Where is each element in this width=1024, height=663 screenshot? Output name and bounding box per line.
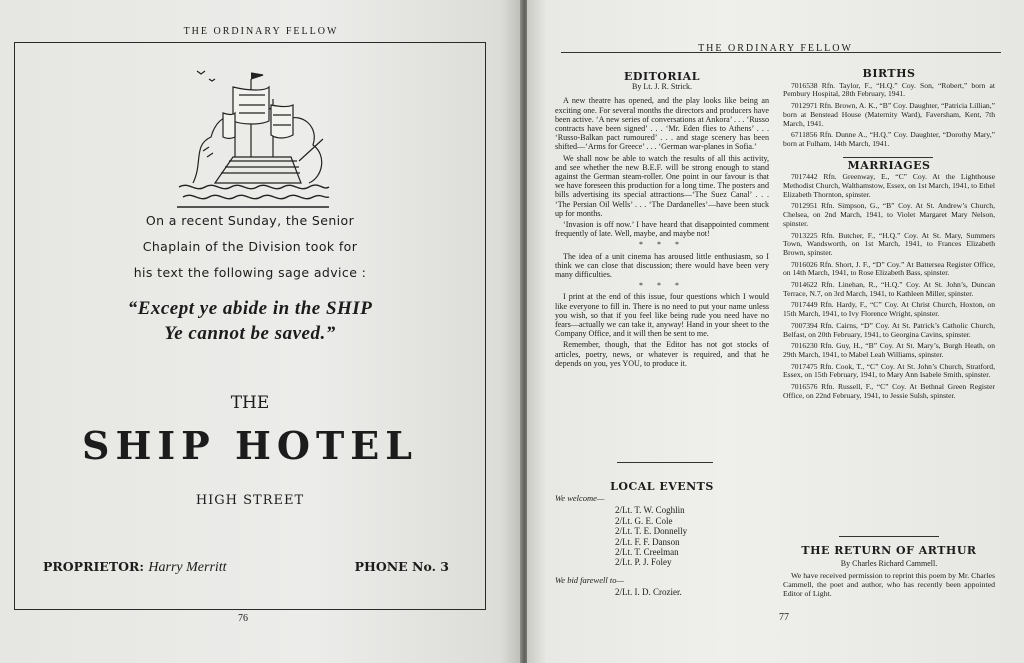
editorial-byline: By Lt. J. R. Strick. [631,82,692,92]
editorial-paragraph: ‘Invasion is off now.’ I have heard that disappointed comment frequently of late. Well, maybe, and maybe not! [555,220,769,239]
arthur-text: We have received permission to reprint this poem by Mr. Charles Cammell, the poet and author, who has recently been appointed Editor of Light. [783,571,995,598]
editorial-paragraph: I print at the end of this issue, four questions which I would like everyone to fill in. There is no need to put your name unless you wish, so that if you feel like being rude you need have no fears—actually we can take it, anyway! Hand in your sheet to the Company Office, and it will then be sent to me. [555,292,769,339]
ad-text-line-1: On a recent Sunday, the Senior [145,213,355,228]
editorial-paragraph: A new theatre has opened, and the play looks like being an exciting one. For several months the directors and producers have been active. ‘A new series of conversations at Ankora’ . . . ‘Russo contracts have been signed’ . . . ‘Mr. Eden flies to Athens’ . . . ‘Russo-Balkan pact rumoured’ . . . and stage scenery has been shifted—‘Arms for Greece’ . . . ‘German war-planes in Sofia.’ [555,96,769,152]
list-item: 2/Lt. F. F. Danson [615,536,680,547]
marriage-entry: 7012951 Rfn. Simpson, G., “B” Coy. At St. Andrew’s Church, Chelsea, on 2nd March, 1941, to Violet Margaret Mary Nelson, spinster. [783,201,995,228]
arthur-title: THE RETURN OF ARTHUR [801,544,977,557]
births-title: BIRTHS [862,67,916,80]
welcome-list [615,505,769,567]
ad-text-line-2: Chaplain of the Division took for [142,239,358,254]
marriage-entry: 7014622 Rfn. Linehan, R., “H.Q.” Coy. At St. John’s, Duncan Terrace, N.7, on 3rd March, 1941, to Kathleen Miller, spinster. [783,280,995,298]
editorial-title: EDITORIAL [624,70,700,83]
marriage-entry: 7007394 Rfn. Cairns, “D” Coy. At St. Patrick’s Catholic Church, Belfast, on 20th February, 1941, to Georgina Cavins, spinster. [783,320,995,339]
ad-quote-line-1: “Except ye abide in the SHIP [127,298,373,319]
marriage-entry: 7017475 Rfn. Cook, T., “C” Coy. At St. John’s Church, Stratford, Essex, on 15th February, 1941, to Mary Ann Isabele Smith, spinster. [783,361,995,380]
running-head: THE ORDINARY FELLOW [698,43,853,54]
birth-entry: 7012971 Rfn. Brown, A. K., “B” Coy. Daughter, “Patricia Lillian,” born at Benstead House (Maternity Ward), Faversham, Kent, 7th March, 1941. [783,101,995,128]
editorial-paragraph: We shall now be able to watch the results of all this activity, and see whether the new B.E.F. will be strong enough to stand against the German steam-roller. One point in our favour is that we have foreseen this production for a long time. The posters and bills advertising its special attractions—‘The Suez Canal’ . . . ‘The Persian Oil Wells’ . . . ‘The Dardanelles’—have been stuck up for months. [555,153,769,218]
list-item: 2/Lt. T. W. Coghlin [615,505,685,516]
page-number-left: 76 [238,613,248,624]
proprietor-label: PROPRIETOR: [43,559,145,574]
page-number-right: 77 [779,612,789,623]
list-item: 2/Lt. P. J. Foley [615,557,672,568]
list-item: 2/Lt. I. D. Crozier. [615,587,682,598]
birth-entry: 7016538 Rfn. Taylor, F., “H.Q.” Coy. Son, “Robert,” born at Pembury Hospital, 28th February, 1941. [783,80,995,99]
ad-the: THE [230,393,270,413]
ad-phone: PHONE No. 3 [354,559,449,574]
divider-rule [617,462,713,463]
ad-text-line-3: his text the following sage advice : [133,265,367,280]
welcome-label: We welcome— [555,493,605,504]
list-item: 2/Lt. T. E. Donnelly [615,526,688,537]
local-events-title: LOCAL EVENTS [610,480,714,493]
local-events-column [555,482,769,597]
marriage-entry: 7016576 Rfn. Russell, F., “C” Coy. At Bethnal Green Register Office, on 22nd February, 1941, to Jessie Sulsh, spinster. [783,382,995,400]
farewell-label: We bid farewell to— [555,574,625,585]
marriages-title: MARRIAGES [847,158,931,172]
marriage-entry: 7013225 Rfn. Butcher, F., “H.Q.” Coy. At St. Mary, Summers Town, Wandsworth, on 1st March, 1941, to Frances Elizabeth Brown, spinster. [783,230,995,257]
births-marriages-column [783,67,995,404]
ad-hotel-name: SHIP HOTEL [82,423,418,468]
sailing-ship-illustration [173,65,333,213]
right-page [527,0,1024,663]
birth-entry: 6711856 Rfn. Dunne A., “H.Q.” Coy. Daughter, “Dorothy Mary,” born at Fulham, 14th March, 1941. [783,130,995,148]
marriage-entry: 7016230 Rfn. Guy, H., “B” Coy. At St. Mary’s, Burgh Heath, on 29th March, 1941, to Mabel Leah Williams, spinster. [783,341,995,359]
ad-quote-line-2: Ye cannot be saved.” [164,323,336,344]
editorial-column [555,72,769,370]
editorial-paragraph: Remember, though, that the Editor has not got stocks of articles, poetry, news, or whatever is required, and that he depends on you, yes YOU, to produce it. [555,340,769,368]
list-item: 2/Lt. T. Creelman [615,547,679,558]
divider-rule [839,536,939,537]
arthur-column [783,546,995,598]
marriage-entry: 7016026 Rfn. Short, J. F., “D” Coy.” At Battersea Register Office, on 14th March, 1941, to Rose Elizabeth Bass, spinster. [783,259,995,278]
proprietor-name: Harry Merritt [148,560,227,575]
section-stars: * * * [639,281,685,291]
running-head: THE ORDINARY FELLOW [183,26,339,37]
marriage-entry: 7017442 Rfn. Greenway, E., “C” Coy. At the Lighthouse Methodist Church, Walthamstow, Essex, on 1st March, 1941, to Ethel Elizabeth Thornton, spinster. [783,172,995,199]
divider-rule [843,157,933,158]
farewell-list [615,587,769,597]
arthur-byline: By Charles Richard Cammell. [840,559,938,568]
ship-hotel-advertisement [14,42,486,610]
marriage-entry: 7017449 Rfn. Hardy, F., “C” Coy. At Christ Church, Hoxton, on 15th March, 1941, to Ivy Florence Wright, spinster. [783,300,995,319]
section-stars: * * * [639,240,685,250]
ad-proprietor [43,559,227,576]
ad-street: HIGH STREET [195,493,305,508]
list-item: 2/Lt. G. E. Cole [615,515,673,526]
editorial-paragraph: The idea of a unit cinema has aroused little enthusiasm, so I think we can close that discussion; there would have been very many difficulties. [555,251,769,280]
